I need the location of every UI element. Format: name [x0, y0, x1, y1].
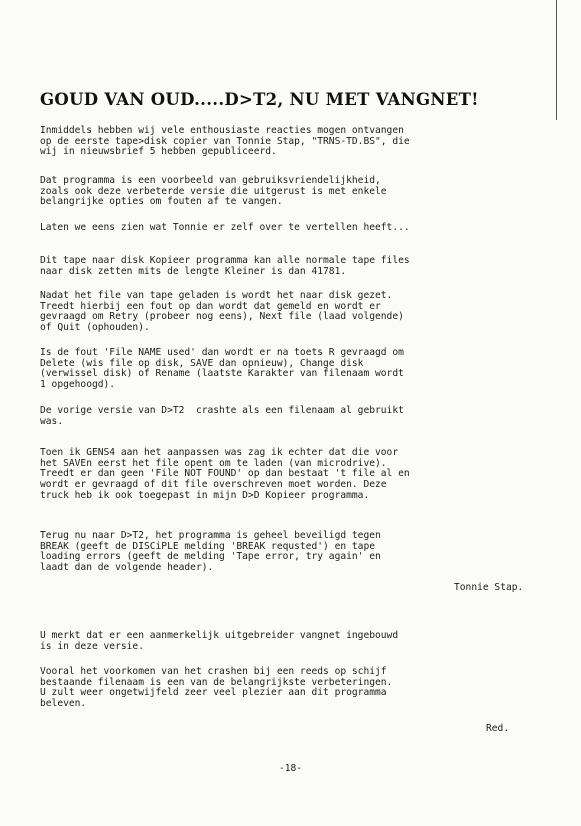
- text-line: wordt er gevraagd of dit file overschreven moet worden. Deze: [40, 479, 387, 491]
- text-line: Inmiddels hebben wij vele enthousiaste reacties mogen ontvangen: [40, 125, 404, 136]
- text-line: belangrijke opties om fouten af te vangen.: [40, 196, 283, 208]
- paragraph-tape-to-disk: [40, 256, 410, 277]
- text-line: Dat programma is een voorbeeld van gebruiksvriendelijkheid,: [40, 175, 381, 186]
- text-line: BREAK (geeft de DISCiPLE melding 'BREAK requsted') en tape: [40, 540, 376, 552]
- text-line: Treedt hierbij een fout op dan wordt dat gemeld en wordt er: [40, 300, 381, 312]
- text-line: op de eerste tape>disk copier van Tonnie Stap, "TRNS-TD.BS", die: [40, 135, 410, 147]
- article-title: GOUD VAN OUD.....D>T2, NU MET VANGNET!: [40, 90, 479, 109]
- signature-red: Red.: [486, 723, 510, 734]
- text-line: zoals ook deze verbeterde versie die uitgerust is met enkele: [40, 185, 387, 197]
- text-line: het SAVEn eerst het file opent om te laden (van microdrive).: [40, 457, 387, 469]
- text-line: wij in nieuwsbrief 5 hebben gepubliceerd.: [40, 146, 277, 158]
- text-line: Nadat het file van tape geladen is wordt het naar disk gezet.: [40, 290, 393, 301]
- text-line: was.: [40, 415, 64, 427]
- text-line: beleven.: [40, 698, 87, 710]
- text-line: (verwissel disk) of Rename (laatste Karakter van filenaam wordt: [40, 368, 404, 380]
- text-line: U zult weer ongetwijfeld zeer veel plezier aan dit programma: [40, 687, 387, 699]
- paragraph-error-handling: [40, 291, 404, 334]
- paragraph-gens4: [40, 448, 410, 502]
- paragraph-previous-version: [40, 406, 404, 427]
- text-line: Is de fout 'File NAME used' dan wordt er na toets R gevraagd om: [40, 347, 404, 358]
- text-line: Terug nu naar D>T2, het programma is geheel beveiligd tegen: [40, 530, 381, 541]
- text-line: 1 opgehoogd).: [40, 379, 116, 391]
- paragraph-intro: [40, 126, 410, 158]
- scan-edge-line: [556, 0, 557, 120]
- text-line: bestaande filenaam is een van de belangrijkste verbeteringen.: [40, 676, 393, 688]
- text-line: naar disk zetten mits de lengte Kleiner is dan 41781.: [40, 265, 347, 277]
- text-line: Treedt er dan geen 'File NOT FOUND' op dan bestaat 't file al en: [40, 468, 410, 480]
- paragraph-vangnet: [40, 631, 398, 652]
- text-line: De vorige versie van D>T2 crashte als een filenaam al gebruikt: [40, 405, 404, 416]
- paragraph-conclusion: [40, 667, 392, 710]
- paragraph-file-name-used: [40, 348, 404, 391]
- text-line: is in deze versie.: [40, 640, 144, 652]
- text-line: U merkt dat er een aanmerkelijk uitgebreider vangnet ingebouwd: [40, 630, 399, 641]
- paragraph-break-protection: [40, 531, 381, 574]
- text-line: Delete (wis file op disk, SAVE dan opnieuw), Change disk: [40, 357, 364, 369]
- text-line: of Quit (ophouden).: [40, 322, 150, 334]
- text-line: loading errors (geeft de melding 'Tape error, try again' en: [40, 551, 381, 563]
- paragraph-lead-in: [40, 223, 410, 234]
- text-line: Vooral het voorkomen van het crashen bij een reeds op schijf: [40, 666, 387, 677]
- text-line: truck heb ik ook toegepast in mijn D>D Kopieer programma.: [40, 489, 370, 501]
- paragraph-program-example: [40, 176, 387, 208]
- text-line: Dit tape naar disk Kopieer programma kan alle normale tape files: [40, 255, 410, 266]
- text-line: Toen ik GENS4 aan het aanpassen was zag ik echter dat die voor: [40, 447, 399, 458]
- text-line: Laten we eens zien wat Tonnie er zelf over te vertellen heeft...: [40, 222, 410, 233]
- page-number: -18-: [278, 763, 303, 774]
- text-line: gevraagd om Retry (probeer nog eens), Next file (laad volgende): [40, 311, 404, 323]
- text-line: laadt dan de volgende header).: [40, 562, 214, 574]
- signature-tonnie-stap: Tonnie Stap.: [454, 582, 524, 593]
